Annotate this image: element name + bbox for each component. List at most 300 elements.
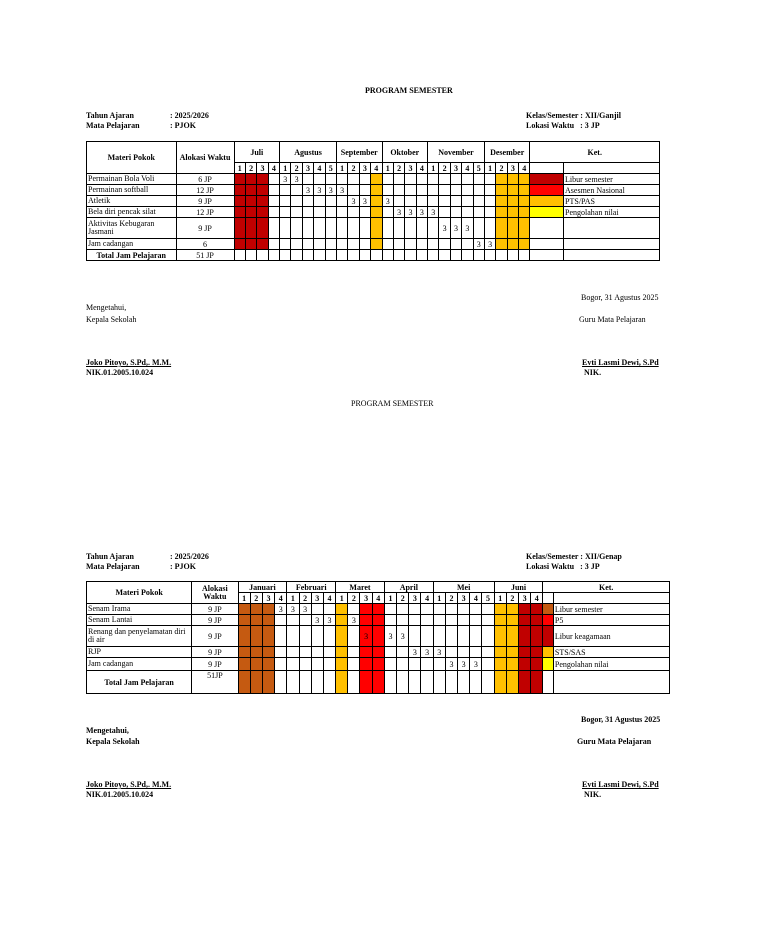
legend-label [564, 250, 660, 261]
week-cell [382, 239, 393, 250]
week-cell [458, 604, 470, 615]
week-cell [519, 604, 531, 615]
week-cell [519, 671, 531, 694]
week-cell [245, 207, 256, 218]
week-number: 1 [382, 163, 393, 174]
week-cell [302, 239, 313, 250]
week-cell [234, 207, 245, 218]
place-date-1: Bogor, 31 Agustus 2025 [581, 293, 659, 302]
program-table-2 [86, 581, 670, 694]
week-cell [531, 647, 543, 658]
week-cell [325, 239, 336, 250]
week-cell [234, 185, 245, 196]
week-number: 4 [462, 163, 473, 174]
legend-label-header [564, 163, 660, 174]
week-number: 4 [531, 593, 543, 604]
week-number: 2 [299, 593, 311, 604]
week-cell [372, 671, 384, 694]
week-cell [484, 218, 495, 239]
week-cell [359, 218, 370, 239]
week-cell [433, 615, 445, 626]
week-cell [519, 626, 531, 647]
week-cell [245, 174, 256, 185]
week-cell [314, 250, 325, 261]
table-row [87, 207, 660, 218]
week-number: 2 [245, 163, 256, 174]
week-cell [311, 604, 323, 615]
tahun-label-2: Tahun Ajaran [86, 552, 134, 561]
week-cell [323, 671, 335, 694]
week-cell: 3 [384, 626, 396, 647]
week-cell [348, 250, 359, 261]
week-cell [393, 196, 404, 207]
legend-swatch [543, 615, 554, 626]
week-cell [439, 207, 450, 218]
week-cell [348, 174, 359, 185]
lokasi-2: Lokasi Waktu : 3 JP [526, 562, 600, 571]
week-cell [428, 239, 439, 250]
week-cell: 3 [462, 218, 473, 239]
legend-swatch [530, 218, 564, 239]
week-cell [234, 239, 245, 250]
week-number: 2 [397, 593, 409, 604]
week-cell [238, 615, 250, 626]
week-number: 4 [314, 163, 325, 174]
week-cell [302, 207, 313, 218]
week-number: 1 [494, 593, 506, 604]
week-cell [496, 218, 507, 239]
week-cell [405, 185, 416, 196]
week-cell [507, 174, 518, 185]
week-number: 2 [439, 163, 450, 174]
week-number: 2 [348, 593, 360, 604]
week-cell [473, 207, 484, 218]
week-cell [428, 218, 439, 239]
week-cell [359, 207, 370, 218]
kepsek-nik-2: NIK.01.2005.10.024 [86, 790, 154, 799]
week-cell [291, 185, 302, 196]
week-cell [519, 196, 530, 207]
month-header: Agustus [280, 142, 337, 163]
week-cell [428, 196, 439, 207]
week-cell [234, 196, 245, 207]
week-number: 2 [393, 163, 404, 174]
week-cell [445, 604, 457, 615]
legend-label: Pengolahan nilai [564, 207, 660, 218]
week-cell [433, 658, 445, 671]
week-cell: 3 [287, 604, 299, 615]
week-cell [494, 626, 506, 647]
week-cell [268, 218, 279, 239]
legend-swatch [530, 239, 564, 250]
week-number: 3 [409, 593, 421, 604]
week-cell [382, 218, 393, 239]
week-cell [531, 604, 543, 615]
week-cell [336, 647, 348, 658]
week-cell: 3 [280, 174, 291, 185]
week-cell [519, 239, 530, 250]
week-cell [371, 207, 382, 218]
month-header: Desember [484, 142, 530, 163]
week-cell [393, 218, 404, 239]
week-cell [287, 647, 299, 658]
week-cell [287, 658, 299, 671]
week-cell [262, 604, 274, 615]
week-cell [348, 626, 360, 647]
week-cell [393, 185, 404, 196]
total-value: 51JP [192, 671, 238, 694]
tahun-value-1: : 2025/2026 [170, 111, 209, 120]
week-cell [416, 196, 427, 207]
week-cell [250, 626, 262, 647]
week-cell [384, 658, 396, 671]
week-number: 1 [428, 163, 439, 174]
week-cell [473, 174, 484, 185]
legend-swatch [530, 196, 564, 207]
week-cell [257, 174, 268, 185]
week-number: 5 [325, 163, 336, 174]
week-cell [470, 671, 482, 694]
total-label: Total Jam Pelajaran [87, 250, 177, 261]
week-cell [257, 239, 268, 250]
guru-nik-1: NIK. [584, 368, 602, 377]
guru-label-1: Guru Mata Pelajaran [579, 315, 646, 324]
week-number: 3 [311, 593, 323, 604]
week-number: 4 [372, 593, 384, 604]
materi-cell: Jam cadangan [87, 658, 192, 671]
legend-label [564, 218, 660, 239]
week-cell [291, 218, 302, 239]
week-cell [382, 250, 393, 261]
alokasi-cell: 9 JP [176, 218, 234, 239]
materi-cell: RJP [87, 647, 192, 658]
week-cell [299, 671, 311, 694]
materi-cell: Aktivitas Kebugaran Jasmani [87, 218, 177, 239]
week-cell [450, 250, 461, 261]
week-cell [262, 626, 274, 647]
week-cell [325, 207, 336, 218]
week-cell [433, 604, 445, 615]
kepsek-name-1: Joko Pitoyo, S.Pd,. M.M. [86, 358, 172, 367]
week-cell [314, 174, 325, 185]
week-cell [348, 207, 359, 218]
week-cell [336, 626, 348, 647]
guru-name-2: Evti Lasmi Dewi, S.Pd [582, 780, 659, 789]
week-cell [323, 658, 335, 671]
week-cell [360, 615, 372, 626]
total-row [87, 250, 660, 261]
week-cell [473, 196, 484, 207]
week-cell [348, 185, 359, 196]
week-cell: 3 [291, 174, 302, 185]
legend-swatch [530, 185, 564, 196]
week-cell [348, 647, 360, 658]
week-cell [384, 647, 396, 658]
week-cell [405, 196, 416, 207]
week-cell: 3 [360, 626, 372, 647]
week-cell [360, 647, 372, 658]
week-cell [238, 658, 250, 671]
week-cell [506, 671, 518, 694]
week-cell: 3 [445, 658, 457, 671]
kepsek-label-2: Kepala Sekolah [86, 737, 140, 746]
week-cell [311, 671, 323, 694]
materi-cell: Bela diri pencak silat [87, 207, 177, 218]
week-cell [445, 671, 457, 694]
week-cell [421, 626, 433, 647]
week-cell [384, 604, 396, 615]
legend-swatch [530, 174, 564, 185]
week-cell [405, 239, 416, 250]
total-label: Total Jam Pelajaran [87, 671, 192, 694]
week-cell [482, 615, 494, 626]
week-cell [462, 239, 473, 250]
week-cell [280, 185, 291, 196]
header-row [87, 582, 670, 593]
week-cell [314, 207, 325, 218]
week-cell [428, 174, 439, 185]
week-cell [348, 218, 359, 239]
week-cell [311, 626, 323, 647]
week-cell [336, 250, 347, 261]
legend-label: Pengolahan nilai [553, 658, 669, 671]
week-cell [506, 615, 518, 626]
table-row [87, 185, 660, 196]
week-cell [262, 671, 274, 694]
legend-label: Libur semester [553, 604, 669, 615]
week-number: 4 [519, 163, 530, 174]
week-cell [238, 647, 250, 658]
week-cell [325, 174, 336, 185]
week-cell [507, 218, 518, 239]
week-cell [257, 207, 268, 218]
week-cell [336, 604, 348, 615]
week-cell [371, 185, 382, 196]
week-number: 4 [371, 163, 382, 174]
week-cell [494, 615, 506, 626]
week-cell [445, 626, 457, 647]
week-cell: 3 [323, 615, 335, 626]
week-number: 1 [336, 593, 348, 604]
materi-cell: Jam cadangan [87, 239, 177, 250]
week-cell [323, 626, 335, 647]
legend-swatch-header [530, 163, 564, 174]
week-cell [421, 604, 433, 615]
week-number: 2 [291, 163, 302, 174]
week-cell [336, 239, 347, 250]
guru-name-1: Evti Lasmi Dewi, S.Pd [582, 358, 659, 367]
week-cell [531, 615, 543, 626]
week-cell [291, 239, 302, 250]
week-cell [336, 207, 347, 218]
week-cell [397, 615, 409, 626]
week-cell [311, 658, 323, 671]
week-cell [506, 647, 518, 658]
week-number: 1 [384, 593, 396, 604]
week-number: 5 [473, 163, 484, 174]
week-cell [384, 671, 396, 694]
week-cell [372, 658, 384, 671]
week-cell [238, 604, 250, 615]
week-cell [450, 239, 461, 250]
week-number: 3 [302, 163, 313, 174]
mengetahui-2: Mengetahui, [86, 726, 129, 735]
week-cell [311, 647, 323, 658]
week-cell [302, 174, 313, 185]
week-cell [257, 250, 268, 261]
week-cell [393, 250, 404, 261]
week-cell [384, 615, 396, 626]
tahun-label-1: Tahun Ajaran [86, 111, 134, 120]
week-cell [439, 174, 450, 185]
week-cell [473, 250, 484, 261]
alokasi-cell: 6 JP [176, 174, 234, 185]
week-cell: 3 [397, 626, 409, 647]
week-number: 2 [348, 163, 359, 174]
week-cell [531, 626, 543, 647]
week-cell [238, 626, 250, 647]
week-cell [470, 626, 482, 647]
week-number: 3 [360, 593, 372, 604]
week-cell [280, 196, 291, 207]
month-header: Februari [287, 582, 336, 593]
week-cell [287, 615, 299, 626]
week-number: 4 [416, 163, 427, 174]
week-number: 4 [275, 593, 287, 604]
program-table-1 [86, 141, 660, 261]
legend-label [564, 239, 660, 250]
week-cell: 3 [336, 185, 347, 196]
week-number: 4 [421, 593, 433, 604]
mapel-label-2: Mata Pelajaran [86, 562, 140, 571]
week-cell [393, 174, 404, 185]
week-cell [314, 218, 325, 239]
week-cell [470, 615, 482, 626]
week-cell [507, 250, 518, 261]
week-number: 1 [238, 593, 250, 604]
week-cell [519, 185, 530, 196]
week-cell [531, 671, 543, 694]
week-cell [336, 218, 347, 239]
week-cell [397, 658, 409, 671]
week-cell [250, 604, 262, 615]
week-cell [245, 218, 256, 239]
week-cell [450, 174, 461, 185]
week-cell [409, 626, 421, 647]
week-cell [405, 218, 416, 239]
week-cell [409, 615, 421, 626]
week-cell [428, 185, 439, 196]
week-cell: 3 [484, 239, 495, 250]
week-cell [519, 207, 530, 218]
week-cell [275, 647, 287, 658]
legend-swatch [543, 647, 554, 658]
week-cell [372, 604, 384, 615]
week-cell [371, 239, 382, 250]
week-number: 1 [336, 163, 347, 174]
week-cell [360, 658, 372, 671]
week-cell: 3 [382, 196, 393, 207]
week-cell [275, 615, 287, 626]
week-cell [268, 239, 279, 250]
materi-cell: Senam Irama [87, 604, 192, 615]
week-cell [484, 196, 495, 207]
week-cell [245, 196, 256, 207]
legend-label: STS/SAS [553, 647, 669, 658]
week-cell [484, 207, 495, 218]
legend-swatch [543, 604, 554, 615]
week-cell [416, 218, 427, 239]
week-cell: 3 [416, 207, 427, 218]
col-ket-header: Ket. [530, 142, 660, 163]
week-number: 3 [262, 593, 274, 604]
week-cell [519, 174, 530, 185]
legend-label: PTS/PAS [564, 196, 660, 207]
col-materi-header: Materi Pokok [87, 582, 192, 604]
week-cell [445, 615, 457, 626]
week-cell: 3 [470, 658, 482, 671]
week-cell [359, 174, 370, 185]
materi-cell: Permainan softball [87, 185, 177, 196]
legend-label: P5 [553, 615, 669, 626]
week-cell [302, 218, 313, 239]
week-cell [450, 207, 461, 218]
week-number: 3 [257, 163, 268, 174]
header-row [87, 142, 660, 163]
week-cell [405, 174, 416, 185]
alokasi-cell: 9 JP [192, 604, 238, 615]
week-cell [359, 239, 370, 250]
week-cell [462, 207, 473, 218]
week-cell: 3 [302, 185, 313, 196]
col-ket-header: Ket. [543, 582, 670, 593]
week-cell [494, 658, 506, 671]
alokasi-cell: 9 JP [192, 626, 238, 647]
legend-swatch [530, 250, 564, 261]
week-cell [348, 239, 359, 250]
table-row [87, 626, 670, 647]
week-cell [262, 615, 274, 626]
week-cell [250, 671, 262, 694]
materi-cell: Atletik [87, 196, 177, 207]
alokasi-cell: 9 JP [192, 647, 238, 658]
page-title-2: PROGRAM SEMESTER [351, 399, 434, 408]
col-alokasi-header: Alokasi Waktu [192, 582, 238, 604]
week-number: 5 [482, 593, 494, 604]
week-cell [507, 185, 518, 196]
week-number: 2 [250, 593, 262, 604]
legend-swatch [543, 671, 554, 694]
table-row [87, 658, 670, 671]
table-row [87, 196, 660, 207]
week-cell [531, 658, 543, 671]
week-cell [428, 250, 439, 261]
week-cell [397, 671, 409, 694]
week-cell [421, 671, 433, 694]
week-cell [287, 671, 299, 694]
kepsek-label-1: Kepala Sekolah [86, 315, 137, 324]
lokasi-1: Lokasi Waktu : 3 JP [526, 121, 600, 130]
week-number: 1 [433, 593, 445, 604]
week-cell [372, 626, 384, 647]
week-number: 3 [359, 163, 370, 174]
week-number: 3 [458, 593, 470, 604]
week-number: 2 [506, 593, 518, 604]
week-cell [496, 239, 507, 250]
week-cell [409, 671, 421, 694]
week-cell: 3 [275, 604, 287, 615]
week-cell [496, 207, 507, 218]
